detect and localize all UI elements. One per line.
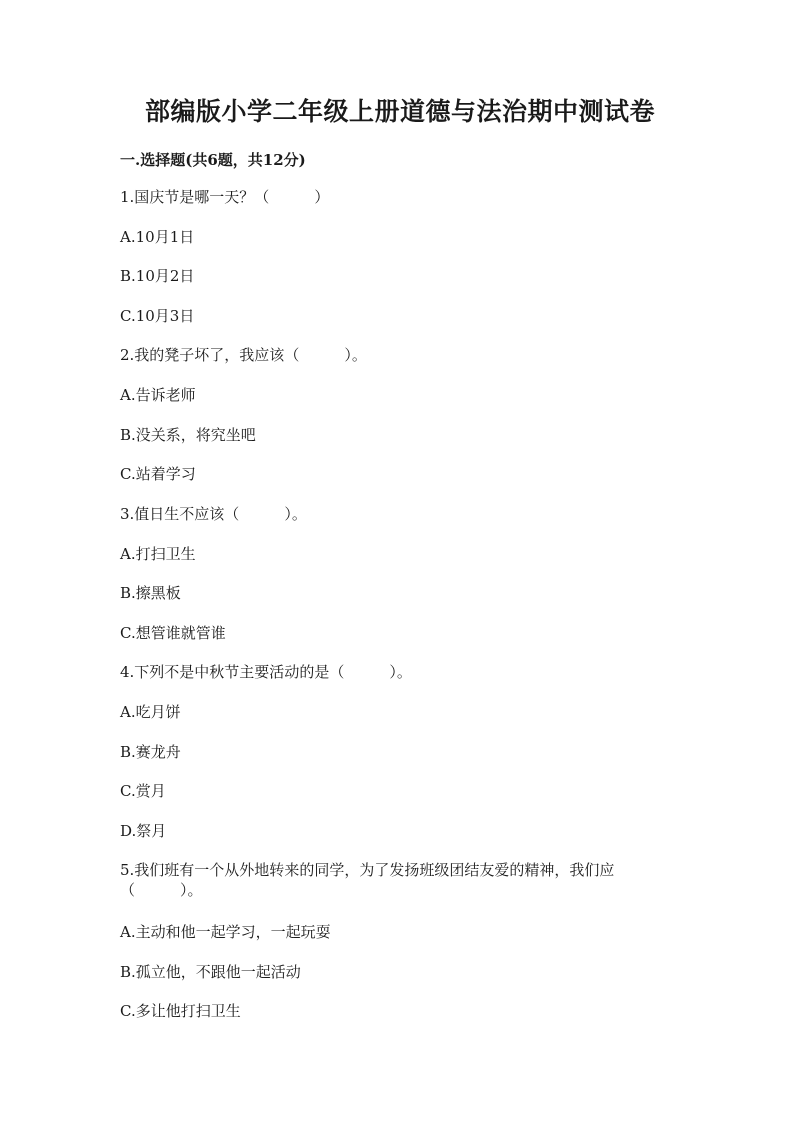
- option-3c: C.想管谁就管谁: [120, 624, 226, 642]
- option-5a: A.主动和他一起学习，一起玩耍: [120, 923, 331, 941]
- option-1a: A.10月1日: [120, 228, 195, 246]
- page-title: 部编版小学二年级上册道德与法治期中测试卷: [144, 97, 655, 126]
- option-2c: C.站着学习: [120, 465, 196, 483]
- option-5b: B.孤立他，不跟他一起活动: [120, 963, 301, 981]
- option-1c: C.10月3日: [120, 307, 195, 325]
- question-1: 1.国庆节是哪一天？（ ）: [120, 188, 330, 206]
- question-2: 2.我的凳子坏了，我应该（ ）。: [120, 346, 367, 364]
- option-4d: D.祭月: [120, 822, 167, 840]
- option-2a: A.告诉老师: [120, 386, 196, 404]
- option-4a: A.吃月饼: [120, 703, 181, 721]
- question-3: 3.值日生不应该（ ）。: [120, 505, 307, 523]
- question-5: 5.我们班有一个从外地转来的同学，为了发扬班级团结友爱的精神，我们应（ ）。: [120, 861, 615, 899]
- option-4c: C.赏月: [120, 782, 166, 800]
- option-2b: B.没关系，将究坐吧: [120, 426, 256, 444]
- option-1b: B.10月2日: [120, 267, 195, 285]
- section-heading: 一.选择题(共6题，共12分): [120, 151, 306, 169]
- question-4: 4.下列不是中秋节主要活动的是（ ）。: [120, 663, 412, 681]
- option-5c: C.多让他打扫卫生: [120, 1002, 241, 1020]
- option-3a: A.打扫卫生: [120, 545, 196, 563]
- option-4b: B.赛龙舟: [120, 743, 181, 761]
- option-3b: B.擦黑板: [120, 584, 181, 602]
